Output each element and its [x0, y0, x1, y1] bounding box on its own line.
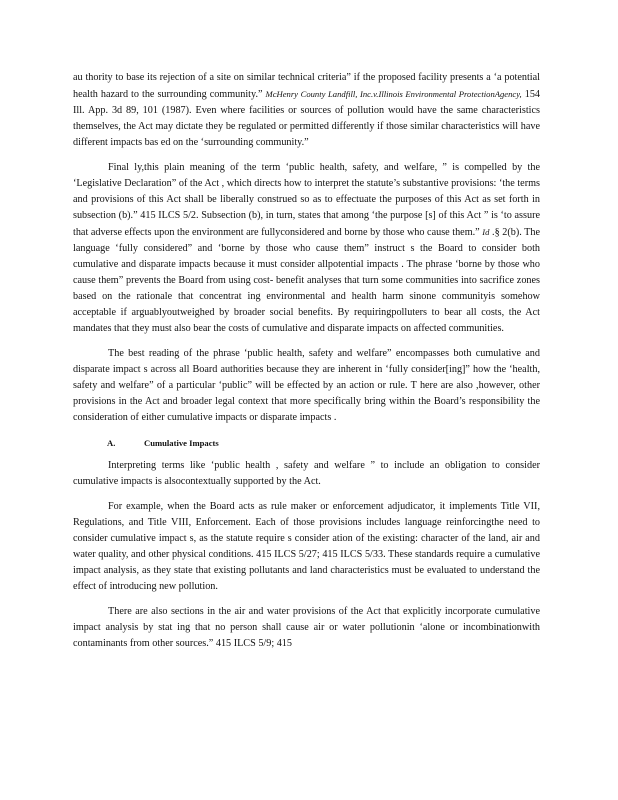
text-run: au thority to base its rejection of a site on similar technical criteria” if the proposed facility presents a ‘a potential health hazard to the surrounding community.” [73, 72, 540, 100]
id-citation: Id [482, 227, 490, 237]
text-run: .§ 2(b). The language ‘fully considered” and ‘borne by those who cause them” instruct s the Board to consider both cumulative and disparate impacts because it must consider allpotential impacts . The phrase ‘borne by those who cause them” prevents the Board from using cost- benefit analyses that turn some communities into sacrifice zones based on the rationale that concentrat ing environmental and health harm sinone communityis somehow acceptable if arguablyoutweighed by broader social benefits. By requiringpolluters to bear all costs, the Act mandates that they must also bear the costs of cumulative and disparate impacts on affected communities. [73, 227, 540, 334]
text-run: There are also sections in the air and water provisions of the Act that explicitly incorporate cumulative impact analysis by stat ing that no person shall cause air or water pollutionin ‘alone or incombinationwith contaminants from other sources.” 415 ILCS 5/9; 415 [73, 606, 540, 649]
text-run: The best reading of the phrase ‘public health, safety and welfare” encompasses both cumulative and disparate impact s across all Board authorities because they are inherent in ‘fully consider[ing]” how the ‘health, safety and welfare” of a particular ‘public” will be effected by an action or rule. T here are also ,however, other provisions in the Act and broader legal context that more specifically bring within the Board’s responsibility the consideration of either cumulative impacts or disparate impacts . [73, 348, 540, 423]
paragraph-site-rejection [73, 70, 540, 151]
text-run: Interpreting terms like ‘public health , safety and welfare ” to include an obligation to consider cumulative impacts is alsocontextually supported by the Act. [73, 460, 540, 487]
section-title: Cumulative Impacts [144, 438, 219, 448]
paragraph-legislative-declaration [73, 160, 540, 337]
section-heading [73, 435, 540, 449]
paragraph-air-water-provisions [73, 604, 540, 652]
section-number: A. [107, 438, 116, 448]
text-run: For example, when the Board acts as rule maker or enforcement adjudicator, it implements Title VII, Regulations, and Title VIII, Enforcement. Each of those provisions includes language reinforcingthe need to consider cumulative impact s, as the statute require s consider ation of the existing: character of the land, air and water quality, and other physical conditions. 415 ILCS 5/27; 415 ILCS 5/33. These standards require a cumulative impact analysis, as they state that existing pollutants and land characteristics must be evaluated to understand the effect of introducing new pollution. [73, 501, 540, 592]
text-run: Final ly,this plain meaning of the term ‘public health, safety, and welfare, ” is compelled by the ‘Legislative Declaration” of the Act , which directs how to interpret the statute’s substantive provisions: ‘the terms and provisions of this Act shall be liberally construed so as to effectuate the purposes of this Act as set forth in subsection (b).” 415 ILCS 5/2. Subsection (b), in turn, states that among ‘the purpose [s] of this Act ” is ‘to assure that adverse effects upon the environment are fullyconsidered and borne by those who cause them.” [73, 162, 540, 238]
paragraph-best-reading [73, 346, 540, 426]
paragraph-interpreting-terms [73, 458, 540, 490]
text-run: 154 Ill. App. 3d 89, 101 (1987). Even where facilities or sources of pollution would have the same characteristics themselves, the Act may dictate they be regulated or permitted differently if those similar characteristics will have different impacts bas ed on the ‘surrounding community.” [73, 89, 541, 148]
case-citation: McHenry County Landfill, Inc.v.Illinois Environmental ProtectionAgency, [265, 89, 522, 99]
document-page [73, 70, 540, 661]
paragraph-for-example [73, 499, 540, 595]
